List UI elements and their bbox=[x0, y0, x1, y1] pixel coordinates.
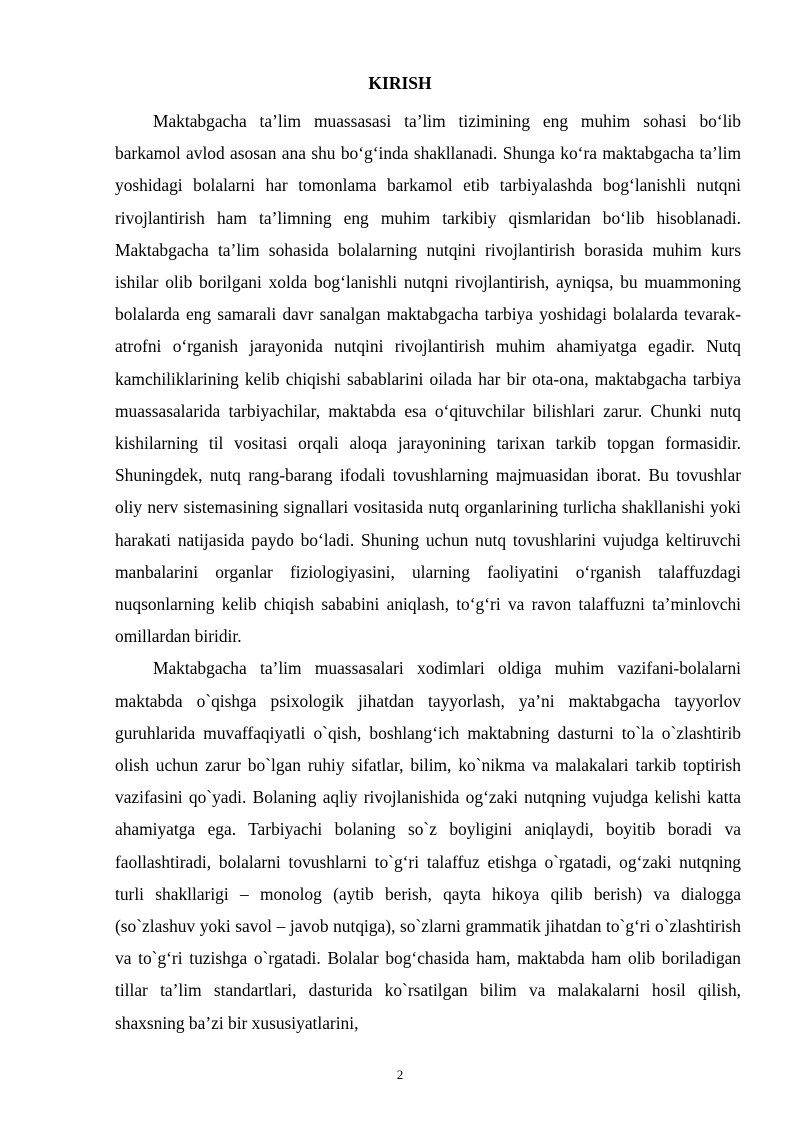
paragraph-1: Maktabgacha ta’lim muassasasi ta’lim tizimining eng muhim sohasi bo‘lib barkamol avlod asosan ana shu bo‘g‘inda shakllanadi. Shunga ko‘ra maktabgacha ta’lim yoshidagi bolalarni har tomonlama barkamol etib tarbiyalashda bog‘lanishli nutqni rivojlantirish ham ta’limning eng muhim tarkibiy qismlaridan bo‘lib hisoblanadi. Maktabgacha ta’lim sohasida bolalarning nutqini rivojlantirish borasida muhim kurs ishilar olib borilgani xolda bog‘lanishli nutqni rivojlantirish, ayniqsa, bu muammoning bolalarda eng samarali davr sanalgan maktabgacha tarbiya yoshidagi bolalarda tevarak-atrofni o‘rganish jarayonida nutqini rivojlantirish muhim ahamiyatga egadir. Nutq kamchiliklarining kelib chiqishi sabablarini oilada har bir ota-ona, maktabgacha tarbiya muassasalarida tarbiyachilar, maktabda esa o‘qituvchilar bilishlari zarur. Chunki nutq kishilarning til vositasi orqali aloqa jarayonining tarixan tarkib topgan formasidir. Shuningdek, nutq rang-barang ifodali tovushlarning majmuasidan iborat. Bu tovushlar oliy nerv sistemasining signallari vositasida nutq organlarining turlicha shakllanishi yoki harakati natijasida paydo bo‘ladi. Shuning uchun nutq tovushlarini vujudga keltiruvchi manbalarini organlar fiziologiyasini, ularning faoliyatini o‘rganish talaffuzdagi nuqsonlarning kelib chiqish sababini aniqlash, to‘g‘ri va ravon talaffuzni ta’minlovchi omillardan biridir. bbox=[115, 111, 741, 647]
paragraph-2: Maktabgacha ta’lim muassasalari xodimlari oldiga muhim vazifani-bolalarni maktabda o`qishga psixologik jihatdan tayyorlash, ya’ni maktabgacha tayyorlov guruhlarida muvaffaqiyatli o`qish, boshlang‘ich maktabning dasturni to`la o`zlashtirib olish uchun zarur bo`lgan ruhiy sifatlar, bilim, ko`nikma va malakalari tarkib toptirish vazifasini qo`yadi. Bolaning aqliy rivojlanishida og‘zaki nutqning vujudga kelishi katta ahamiyatga ega. Tarbiyachi bolaning so`z boyligini aniqlaydi, boyitib boradi va faollashtiradi, bolalarni tovushlarni to`g‘ri talaffuz etishga o`rgatadi, og‘zaki nutqning turli shakllarigi – monolog (aytib berish, qayta hikoya qilib berish) va dialogga (so`zlashuv yoki savol – javob nutqiga), so`zlarni grammatik jihatdan to`g‘ri o`zlashtirish va to`g‘ri tuzishga o`rgatadi. Bolalar bog‘chasida ham, maktabda ham olib boriladigan tillar ta’lim standartlari, dasturida ko`rsatilgan bilim va malakalarni hosil qilish, shaxsning ba’zi bir xususiyatlarini, bbox=[115, 658, 741, 1033]
page-number: 2 bbox=[396, 1067, 404, 1082]
body-text bbox=[115, 105, 741, 1039]
page-title: KIRISH bbox=[368, 73, 432, 93]
